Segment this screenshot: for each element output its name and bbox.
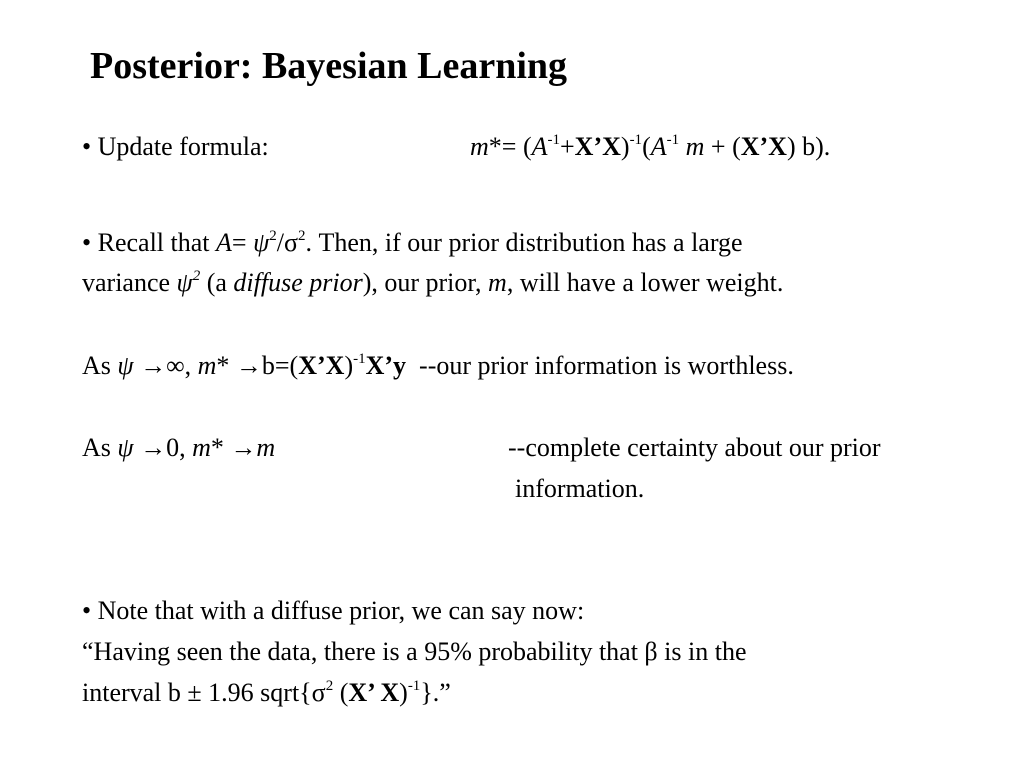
recall-line-1: • Recall that $A= \psi^2/\sigma^2$. Then, if our prior distribution has a large <box>82 228 743 257</box>
bullet: • <box>82 596 92 625</box>
update-label: Update formula: <box>97 132 269 161</box>
slide-title: Posterior: Bayesian Learning <box>90 45 568 87</box>
update-formula: $m*= (A^{-1}+X’X)^{-1}(A^{-1}$ m + (X’X) b). <box>470 132 831 161</box>
case-zero-line: As ψ →0, m* →m --complete certainty about our prior <box>82 433 881 462</box>
case-zero-remark: --complete certainty about our prior <box>508 433 881 462</box>
bullet: • <box>82 228 92 257</box>
diffuse-prior-term: diffuse prior <box>233 268 363 297</box>
note-quote-line: “Having seen the data, there is a 95% probability that β is in the <box>82 637 747 666</box>
note-line-1: • Note that with a diffuse prior, we can say now: <box>82 596 585 625</box>
bullet: • <box>82 132 92 161</box>
note-interval-line: interval b ± 1.96 $sqrt\{\sigma^2$ (X’ X)$^{-1}$}.” <box>82 678 451 707</box>
recall-line-2: variance $\psi^2$ (a diffuse prior), our prior, m, will have a lower weight. <box>82 268 784 297</box>
case-infinity-line: As ψ →∞, m* →b=(X’X)$^{-1}$X’y --our prior information is worthless. <box>82 351 794 380</box>
case-infinity-remark: --our prior information is worthless. <box>406 351 794 380</box>
update-formula-line <box>82 132 831 161</box>
